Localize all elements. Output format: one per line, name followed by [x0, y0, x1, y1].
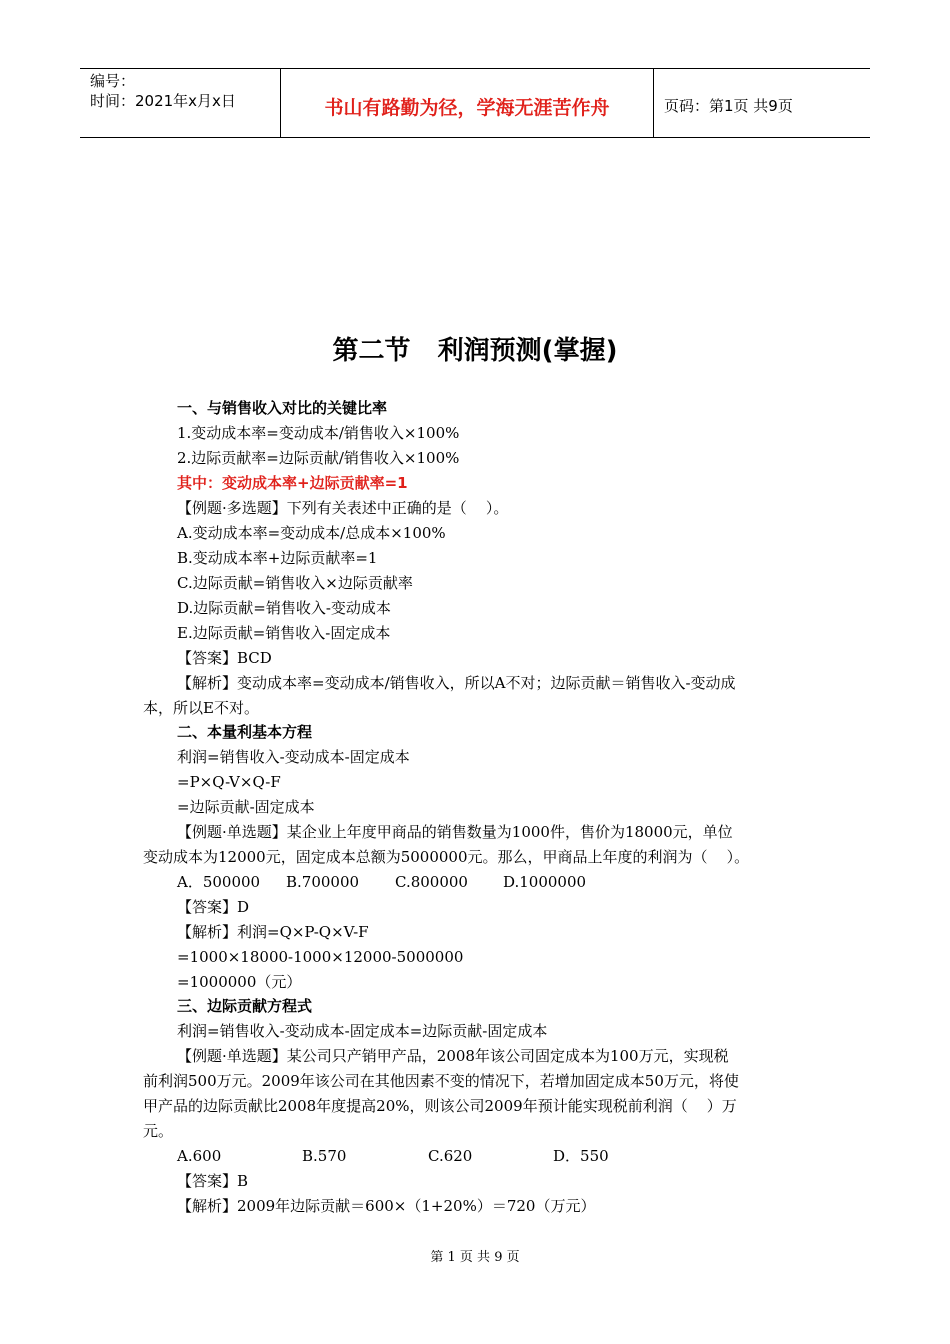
formula-line: 利润=销售收入-变动成本-固定成本=边际贡献-固定成本: [177, 1022, 548, 1040]
option-b: B.变动成本率+边际贡献率=1: [177, 549, 378, 567]
option-a: A．500000: [177, 873, 261, 891]
formula-line: 2.边际贡献率=边际贡献/销售收入×100%: [177, 449, 460, 467]
option-b: B.700000: [286, 873, 360, 891]
page-footer: 第 1 页 共 9 页: [430, 1250, 520, 1265]
formula-line: 利润=销售收入-变动成本-固定成本: [177, 748, 410, 766]
example-question: 变动成本为12000元，固定成本总额为5000000元。那么，甲商品上年度的利润为（ ）。: [143, 848, 750, 866]
section-heading-3: 三、边际贡献方程式: [177, 997, 313, 1015]
formula-line: =P×Q-V×Q-F: [177, 773, 281, 791]
key-note: 其中：变动成本率+边际贡献率=1: [177, 474, 408, 492]
option-a: A.600: [177, 1147, 222, 1165]
option-c: C.620: [428, 1147, 473, 1165]
option-e: E.边际贡献=销售收入-固定成本: [177, 624, 391, 642]
example-question: 【例题·单选题】某公司只产销甲产品，2008年该公司固定成本为100万元，实现税: [177, 1047, 729, 1065]
explanation-line: =1000×18000-1000×12000-5000000: [177, 948, 464, 966]
option-a: A.变动成本率=变动成本/总成本×100%: [177, 524, 446, 542]
page-number-label: 页码：第1页 共9页: [664, 97, 793, 115]
motto: 书山有路勤为径，学海无涯苦作舟: [324, 97, 610, 119]
serial-label: 编号：: [90, 72, 136, 90]
option-c: C.800000: [395, 873, 468, 891]
explanation-line: =1000000（元）: [177, 973, 302, 991]
time-label: 时间：2021年x月x日: [90, 92, 236, 110]
formula-line: 1.变动成本率=变动成本/销售收入×100%: [177, 424, 460, 442]
header-info-cell: [80, 69, 281, 137]
example-question: 前利润500万元。2009年该公司在其他因素不变的情况下，若增加固定成本50万元，将使: [143, 1072, 739, 1090]
option-d: D.边际贡献=销售收入-变动成本: [177, 599, 391, 617]
option-b: B.570: [302, 1147, 347, 1165]
header-page-cell: [654, 69, 870, 137]
example-question: 甲产品的边际贡献比2008年度提高20%，则该公司2009年预计能实现税前利润（ ）万: [143, 1097, 737, 1115]
example-question: 元。: [143, 1122, 174, 1140]
explanation-line: 本，所以E不对。: [143, 699, 259, 717]
answer-line: 【答案】D: [177, 898, 250, 916]
example-question: 【例题·多选题】下列有关表述中正确的是（ ）。: [177, 499, 509, 517]
section-title: 第二节 利润预测(掌握): [332, 336, 618, 366]
option-d: D．550: [553, 1147, 609, 1165]
option-c: C.边际贡献=销售收入×边际贡献率: [177, 574, 413, 592]
answer-line: 【答案】B: [177, 1172, 249, 1190]
section-heading-2: 二、本量利基本方程: [177, 723, 313, 741]
page-header: [80, 68, 870, 138]
explanation-line: 【解析】2009年边际贡献＝600×（1+20%）＝720（万元）: [177, 1197, 596, 1215]
explanation-line: 【解析】利润=Q×P-Q×V-F: [177, 923, 369, 941]
section-heading-1: 一、与销售收入对比的关键比率: [177, 399, 388, 417]
option-d: D.1000000: [503, 873, 587, 891]
header-motto-cell: [281, 69, 654, 137]
explanation-line: 【解析】变动成本率=变动成本/销售收入，所以A不对；边际贡献＝销售收入-变动成: [177, 674, 736, 692]
example-question: 【例题·单选题】某企业上年度甲商品的销售数量为1000件，售价为18000元，单位: [177, 823, 733, 841]
answer-line: 【答案】BCD: [177, 649, 272, 667]
formula-line: =边际贡献-固定成本: [177, 798, 315, 816]
